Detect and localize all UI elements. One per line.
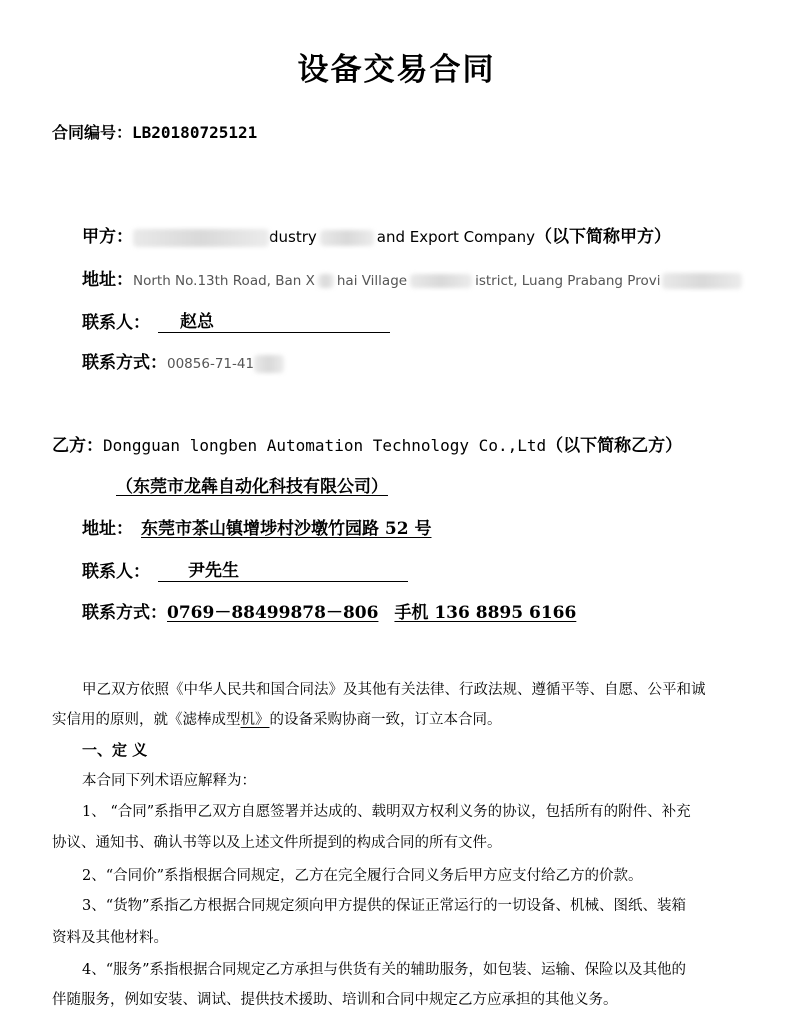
- party-b-mobile: 手机 136 8895 6166: [394, 603, 577, 623]
- redacted-block: [318, 274, 334, 288]
- party-a-short: （以下简称甲方）: [535, 227, 671, 247]
- party-b-short: （以下简称乙方）: [546, 436, 683, 456]
- definition-item-3-line-2: 资料及其他材料。: [52, 930, 168, 946]
- party-a-address-label: 地址：: [82, 270, 133, 290]
- intro-line-2-post: 的设备采购协商一致，订立本合同。: [269, 712, 502, 728]
- party-a-contact-label: 联系人：: [82, 313, 150, 333]
- definition-item-1-line-2: 协议、通知书、确认书等以及上述文件所提到的构成合同的所有文件。: [52, 835, 502, 851]
- intro-line-2-underlined: 机》: [240, 712, 270, 728]
- party-b-contact-name: 尹先生: [188, 561, 239, 581]
- intro-line-1: 甲乙双方依照《中华人民共和国合同法》及其他有关法律、行政法规、遵循平等、自愿、公平和诚: [82, 682, 706, 698]
- party-a-name-fragment-2: and Export Company: [376, 228, 535, 246]
- party-b-contact-line: [82, 556, 408, 582]
- section-1-lead: 本合同下列术语应解释为：: [82, 773, 256, 789]
- redacted-block: [254, 355, 284, 373]
- definition-item-1-line-1: 1、 “合同”系指甲乙双方自愿签署并达成的、载明双方权利义务的协议，包括所有的附件、补充: [82, 804, 691, 820]
- intro-line-2: [52, 708, 768, 729]
- party-b-phone: 0769－88499878－806: [167, 603, 379, 623]
- intro-line-2-pre: 实信用的原则，就《滤棒成型: [52, 712, 241, 728]
- party-a-address-line: [82, 265, 742, 290]
- document-title: 设备交易合同: [297, 52, 496, 88]
- definition-item-4-line-2: 伴随服务，例如安装、调试、提供技术援助、培训和合同中规定乙方应承担的其他义务。: [52, 992, 618, 1008]
- redacted-block: [662, 273, 742, 289]
- contract-number-value: LB20180725121: [132, 123, 258, 142]
- redacted-block: [133, 229, 269, 247]
- contract-number: [52, 120, 257, 143]
- party-a-address-fragment-1: North No.13th Road, Ban X: [133, 273, 315, 289]
- party-a-address-fragment-2: hai Village: [336, 273, 408, 289]
- party-a-contact-name: 赵总: [180, 312, 214, 332]
- contract-number-label: 合同编号：: [52, 123, 133, 142]
- party-b-cn-name-line: [116, 472, 388, 497]
- party-a-phone-label: 联系方式：: [82, 353, 167, 373]
- definition-item-4-line-1: 4、“服务”系指根据合同规定乙方承担与供货有关的辅助服务，如包装、运输、保险以及其他的: [82, 962, 687, 978]
- party-a-contact-underline: [158, 307, 390, 333]
- party-b-contact-label: 联系人：: [82, 562, 150, 582]
- redacted-block: [410, 274, 472, 288]
- party-b-contact-underline: [158, 556, 408, 582]
- definition-item-2-line-1: 2、“合同价”系指根据合同规定，乙方在完全履行合同义务后甲方应支付给乙方的价款。: [82, 868, 643, 884]
- party-b-phone-line: [82, 598, 576, 623]
- party-b-label: 乙方：: [52, 436, 103, 456]
- party-b-address-line: [82, 514, 432, 539]
- section-1-heading: 一、定 义: [82, 741, 148, 759]
- party-a-label: 甲方：: [82, 227, 133, 247]
- party-b-name: Dongguan longben Automation Technology Co.,Ltd: [103, 436, 547, 455]
- party-a-contact-line: [82, 307, 390, 333]
- party-b-address-label: 地址：: [82, 519, 133, 539]
- party-a-address-fragment-3: istrict, Luang Prabang Provi: [475, 273, 661, 289]
- redacted-block: [320, 230, 374, 246]
- party-a-phone-line: [82, 348, 284, 373]
- party-a-name-fragment-1: dustry: [269, 228, 317, 246]
- party-a-phone-fragment: 00856-71-41: [167, 356, 255, 372]
- party-b-address: 东莞市茶山镇增埗村沙墩竹园路 52 号: [141, 519, 432, 539]
- party-b-phone-label: 联系方式：: [82, 603, 167, 623]
- party-b-cn-name: （东莞市龙犇自动化科技有限公司）: [116, 477, 388, 497]
- party-b-line: [52, 431, 682, 456]
- definition-item-3-line-1: 3、“货物”系指乙方根据合同规定须向甲方提供的保证正常运行的一切设备、机械、图纸、装箱: [82, 898, 687, 914]
- party-a-line: [82, 222, 671, 247]
